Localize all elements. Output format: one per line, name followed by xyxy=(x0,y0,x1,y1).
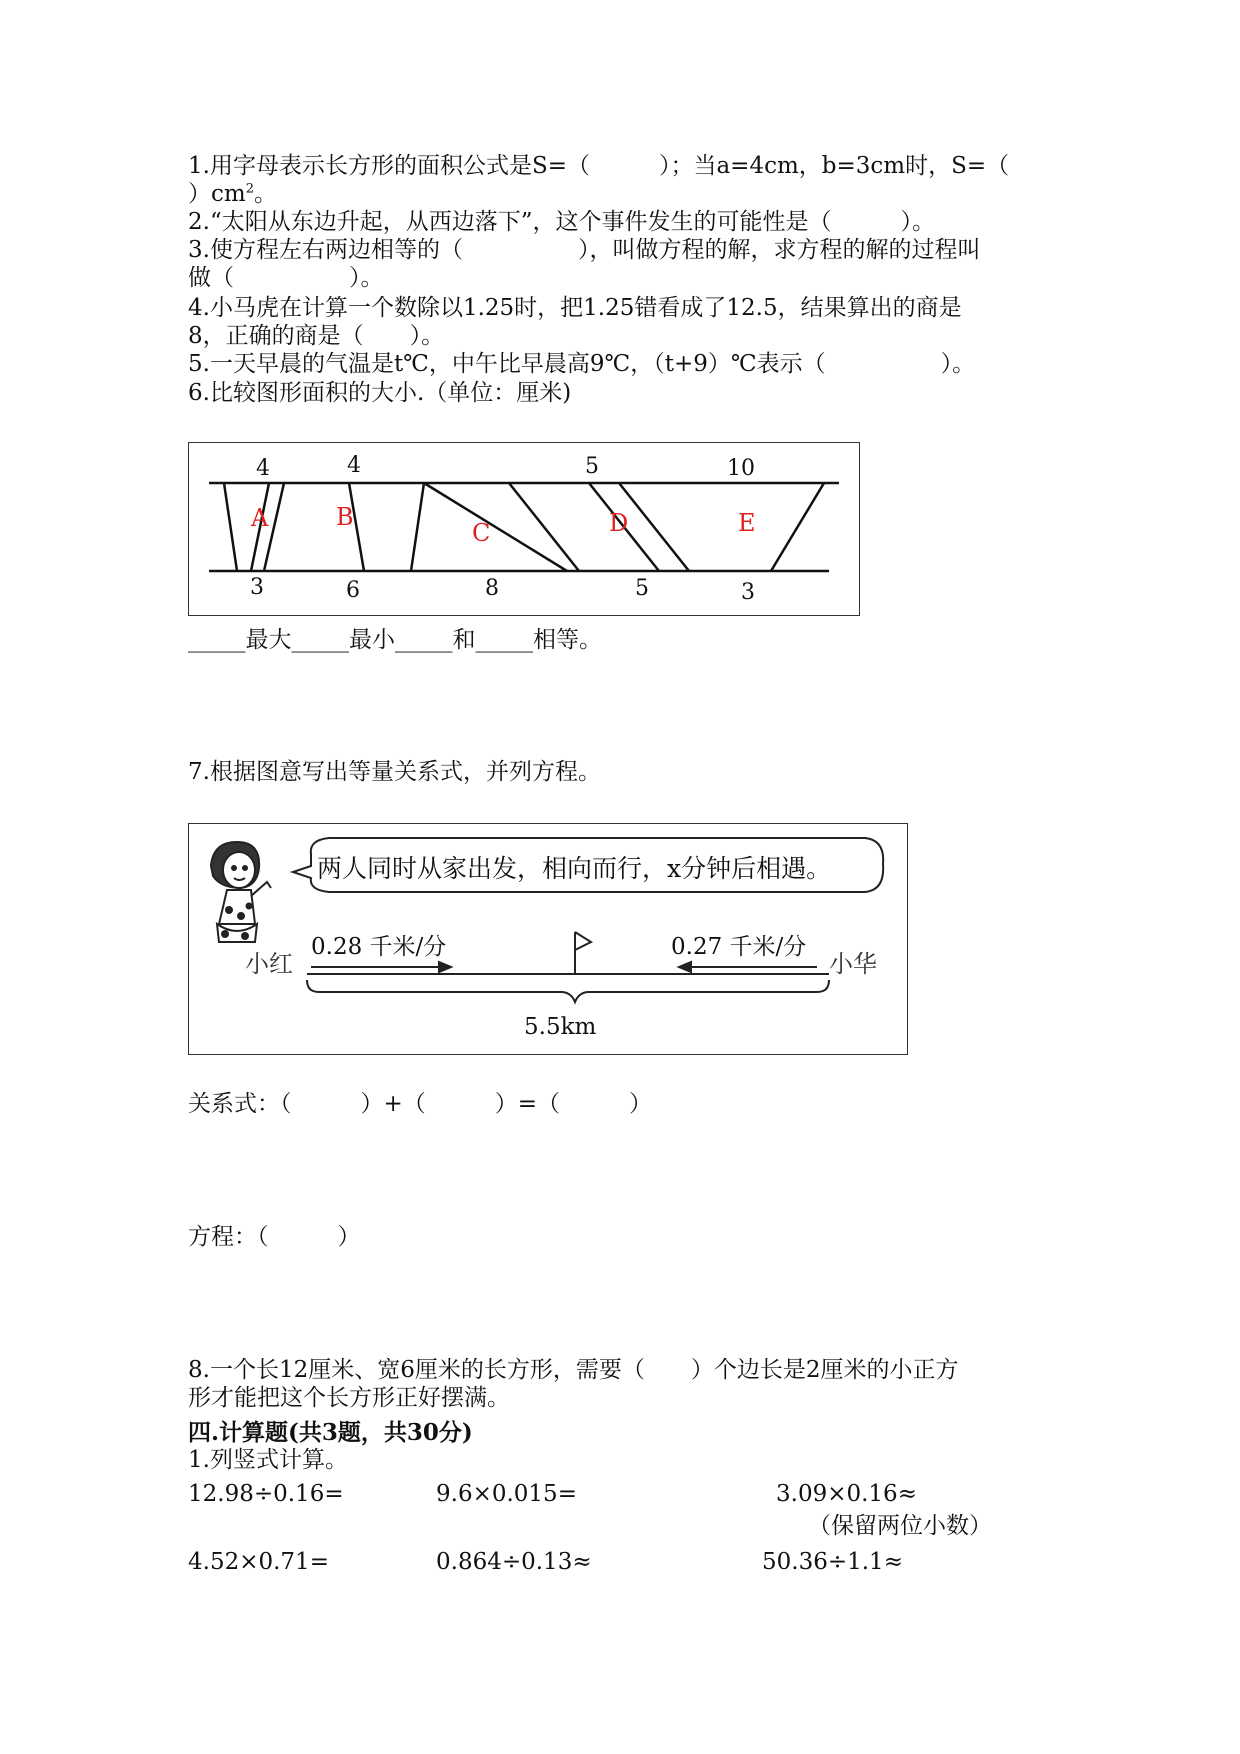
girl-cartoon-icon xyxy=(211,842,271,942)
q2-text: 2.“太阳从东边升起，从西边落下”，这个事件发生的可能性是（ ）。 xyxy=(188,209,935,235)
calc-1-3: 3.09×0.16≈ xyxy=(776,1481,917,1507)
shape-label-b: B xyxy=(336,503,354,531)
left-name: 小红 xyxy=(245,950,293,978)
bottom-label-c: 8 xyxy=(485,576,499,601)
q1-line2-end: 。 xyxy=(253,181,277,207)
shape-label-a: A xyxy=(251,504,269,532)
speech-text: 两人同时从家出发，相向而行，x分钟后相遇。 xyxy=(317,854,832,883)
top-label-d: 5 xyxy=(585,454,599,479)
section4-heading: 四.计算题(共3题，共30分) xyxy=(188,1419,473,1446)
q6-answer: _____最大_____最小_____和_____相等。 xyxy=(188,627,602,653)
meeting-svg xyxy=(189,824,907,1054)
section4-sub1: 1.列竖式计算。 xyxy=(188,1447,348,1473)
flag-icon xyxy=(575,932,591,974)
right-arrow-head xyxy=(679,962,691,972)
trapezoid-svg xyxy=(189,443,859,615)
calc-2-1: 4.52×0.71= xyxy=(188,1549,329,1575)
q3-line2: 做（ ）。 xyxy=(188,265,384,291)
calc-note: （保留两位小数） xyxy=(808,1513,992,1539)
top-label-a: 4 xyxy=(256,456,270,481)
shape-label-d: D xyxy=(609,509,629,537)
shape-label-e: E xyxy=(738,509,756,537)
shape-label-c: C xyxy=(472,519,491,547)
shape-e-left-edge xyxy=(619,483,689,571)
distance-label: 5.5km xyxy=(524,1014,597,1040)
right-speed: 0.27 千米/分 xyxy=(671,934,807,960)
q1-line2-text: ）cm xyxy=(188,181,246,207)
q4-line2: 8，正确的商是（ ）。 xyxy=(188,323,445,349)
calc-1-2: 9.6×0.015= xyxy=(436,1481,577,1507)
q6-title: 6.比较图形面积的大小.（单位：厘米) xyxy=(188,380,572,406)
meeting-figure xyxy=(188,823,908,1055)
q7-equation: 方程：（ ） xyxy=(188,1224,361,1250)
top-label-b: 4 xyxy=(347,453,361,478)
left-arrow-head xyxy=(439,962,451,972)
left-speed: 0.28 千米/分 xyxy=(311,934,447,960)
q7-title: 7.根据图意写出等量关系式，并列方程。 xyxy=(188,759,601,785)
q1-line2 xyxy=(188,180,277,208)
calc-2-2: 0.864÷0.13≈ xyxy=(436,1549,592,1575)
q3-line1: 3.使方程左右两边相等的（ ），叫做方程的解，求方程的解的过程叫 xyxy=(188,237,981,263)
bottom-label-a: 3 xyxy=(250,575,264,600)
q4-line1: 4.小马虎在计算一个数除以1.25时，把1.25错看成了12.5，结果算出的商是 xyxy=(188,295,962,321)
q5-text: 5.一天早晨的气温是t℃，中午比早晨高9℃，（t+9）℃表示（ ）。 xyxy=(188,351,976,377)
q8-line2: 形才能把这个长方形正好摆满。 xyxy=(188,1385,510,1411)
q1-line1: 1.用字母表示长方形的面积公式是S=（ ）；当a=4cm，b=3cm时，S=（ xyxy=(188,153,1010,179)
bottom-label-b: 6 xyxy=(346,578,360,603)
bottom-label-d: 5 xyxy=(635,576,649,601)
trapezoid-figure xyxy=(188,442,860,616)
bottom-label-e: 3 xyxy=(741,580,755,605)
distance-brace xyxy=(307,980,829,1002)
shape-c-left-edge xyxy=(411,483,424,571)
right-name: 小华 xyxy=(829,950,877,978)
q8-line1: 8.一个长12厘米、宽6厘米的长方形，需要（ ）个边长是2厘米的小正方 xyxy=(188,1357,959,1383)
shape-e-right-edge xyxy=(771,483,824,571)
top-label-e: 10 xyxy=(727,456,755,481)
calc-1-1: 12.98÷0.16= xyxy=(188,1481,344,1507)
shape-a-left-edge xyxy=(224,483,237,571)
q1-superscript: 2 xyxy=(245,181,254,197)
calc-2-3: 50.36÷1.1≈ xyxy=(762,1549,903,1575)
q7-relation: 关系式：（ ）+（ ）=（ ） xyxy=(188,1091,653,1117)
